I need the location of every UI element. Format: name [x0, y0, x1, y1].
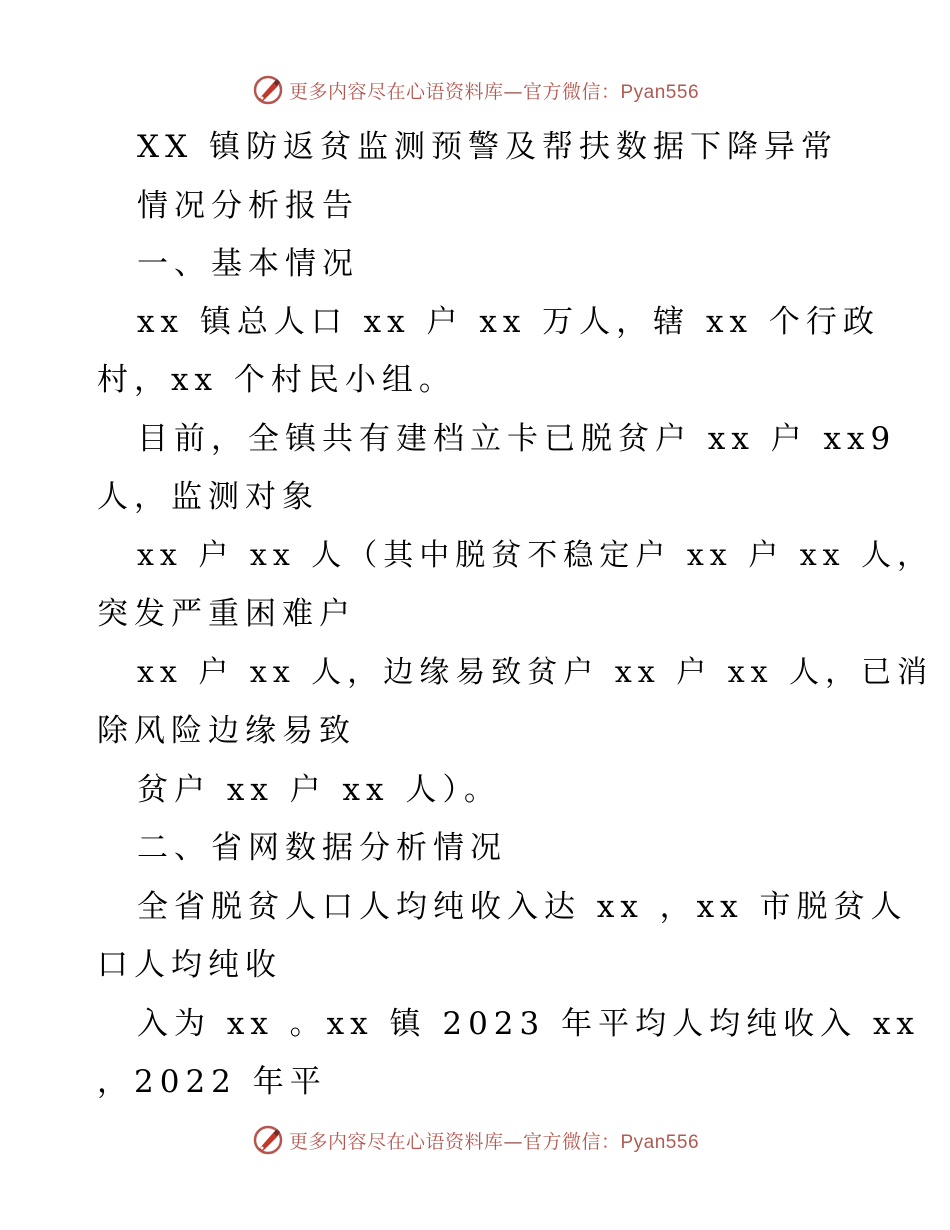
watermark-contact-id: Pyan556 [620, 1131, 700, 1153]
doc-title-line-1: XX 镇防返贫监测预警及帮扶数据下降异常 [137, 129, 838, 165]
doc-line-9: 突发严重困难户 [97, 596, 356, 632]
watermark-footer [0, 1120, 950, 1160]
pen-logo-icon [251, 1123, 285, 1157]
doc-line-12: 贫户 xx 户 xx 人）。 [137, 772, 501, 808]
doc-title-line-2: 情况分析报告 [137, 188, 359, 224]
doc-line-8: xx 户 xx 人（其中脱贫不稳定户 xx 户 xx 人， [137, 538, 934, 573]
doc-line-14: 全省脱贫人口人均纯收入达 xx ，xx 市脱贫人 [137, 889, 908, 925]
watermark-main: 更多内容尽在心语资料库 [288, 1130, 504, 1153]
doc-line-6: 目前，全镇共有建档立卡已脱贫户 xx 户 xx9 [137, 421, 897, 457]
watermark-header [0, 70, 950, 110]
doc-line-15: 口人均纯收 [97, 947, 282, 983]
watermark-separator: — [503, 80, 523, 103]
doc-line-5: 村，xx 个村民小组。 [97, 362, 456, 398]
section-heading-1: 一、基本情况 [137, 246, 359, 282]
watermark-main: 更多内容尽在心语资料库 [288, 80, 504, 103]
doc-line-16: 入为 xx 。xx 镇 2023 年平均人均纯收入 xx [137, 1006, 920, 1042]
watermark-separator: — [503, 1130, 523, 1153]
watermark-text [289, 77, 699, 104]
doc-line-7: 人，监测对象 [97, 479, 319, 515]
doc-line-10: xx 户 xx 人，边缘易致贫户 xx 户 xx 人，已消 [137, 655, 934, 690]
doc-line-11: 除风险边缘易致 [97, 713, 356, 749]
watermark-contact-label: 官方微信： [522, 80, 621, 103]
watermark-contact-id: Pyan556 [620, 81, 700, 103]
pen-logo-icon [251, 73, 285, 107]
doc-line-4: xx 镇总人口 xx 户 xx 万人，辖 xx 个行政 [137, 304, 880, 340]
section-heading-2: 二、省网数据分析情况 [137, 830, 507, 866]
watermark-contact-label: 官方微信： [522, 1130, 621, 1153]
doc-line-17: ，2022 年平 [97, 1064, 327, 1100]
watermark-text [289, 1127, 699, 1154]
